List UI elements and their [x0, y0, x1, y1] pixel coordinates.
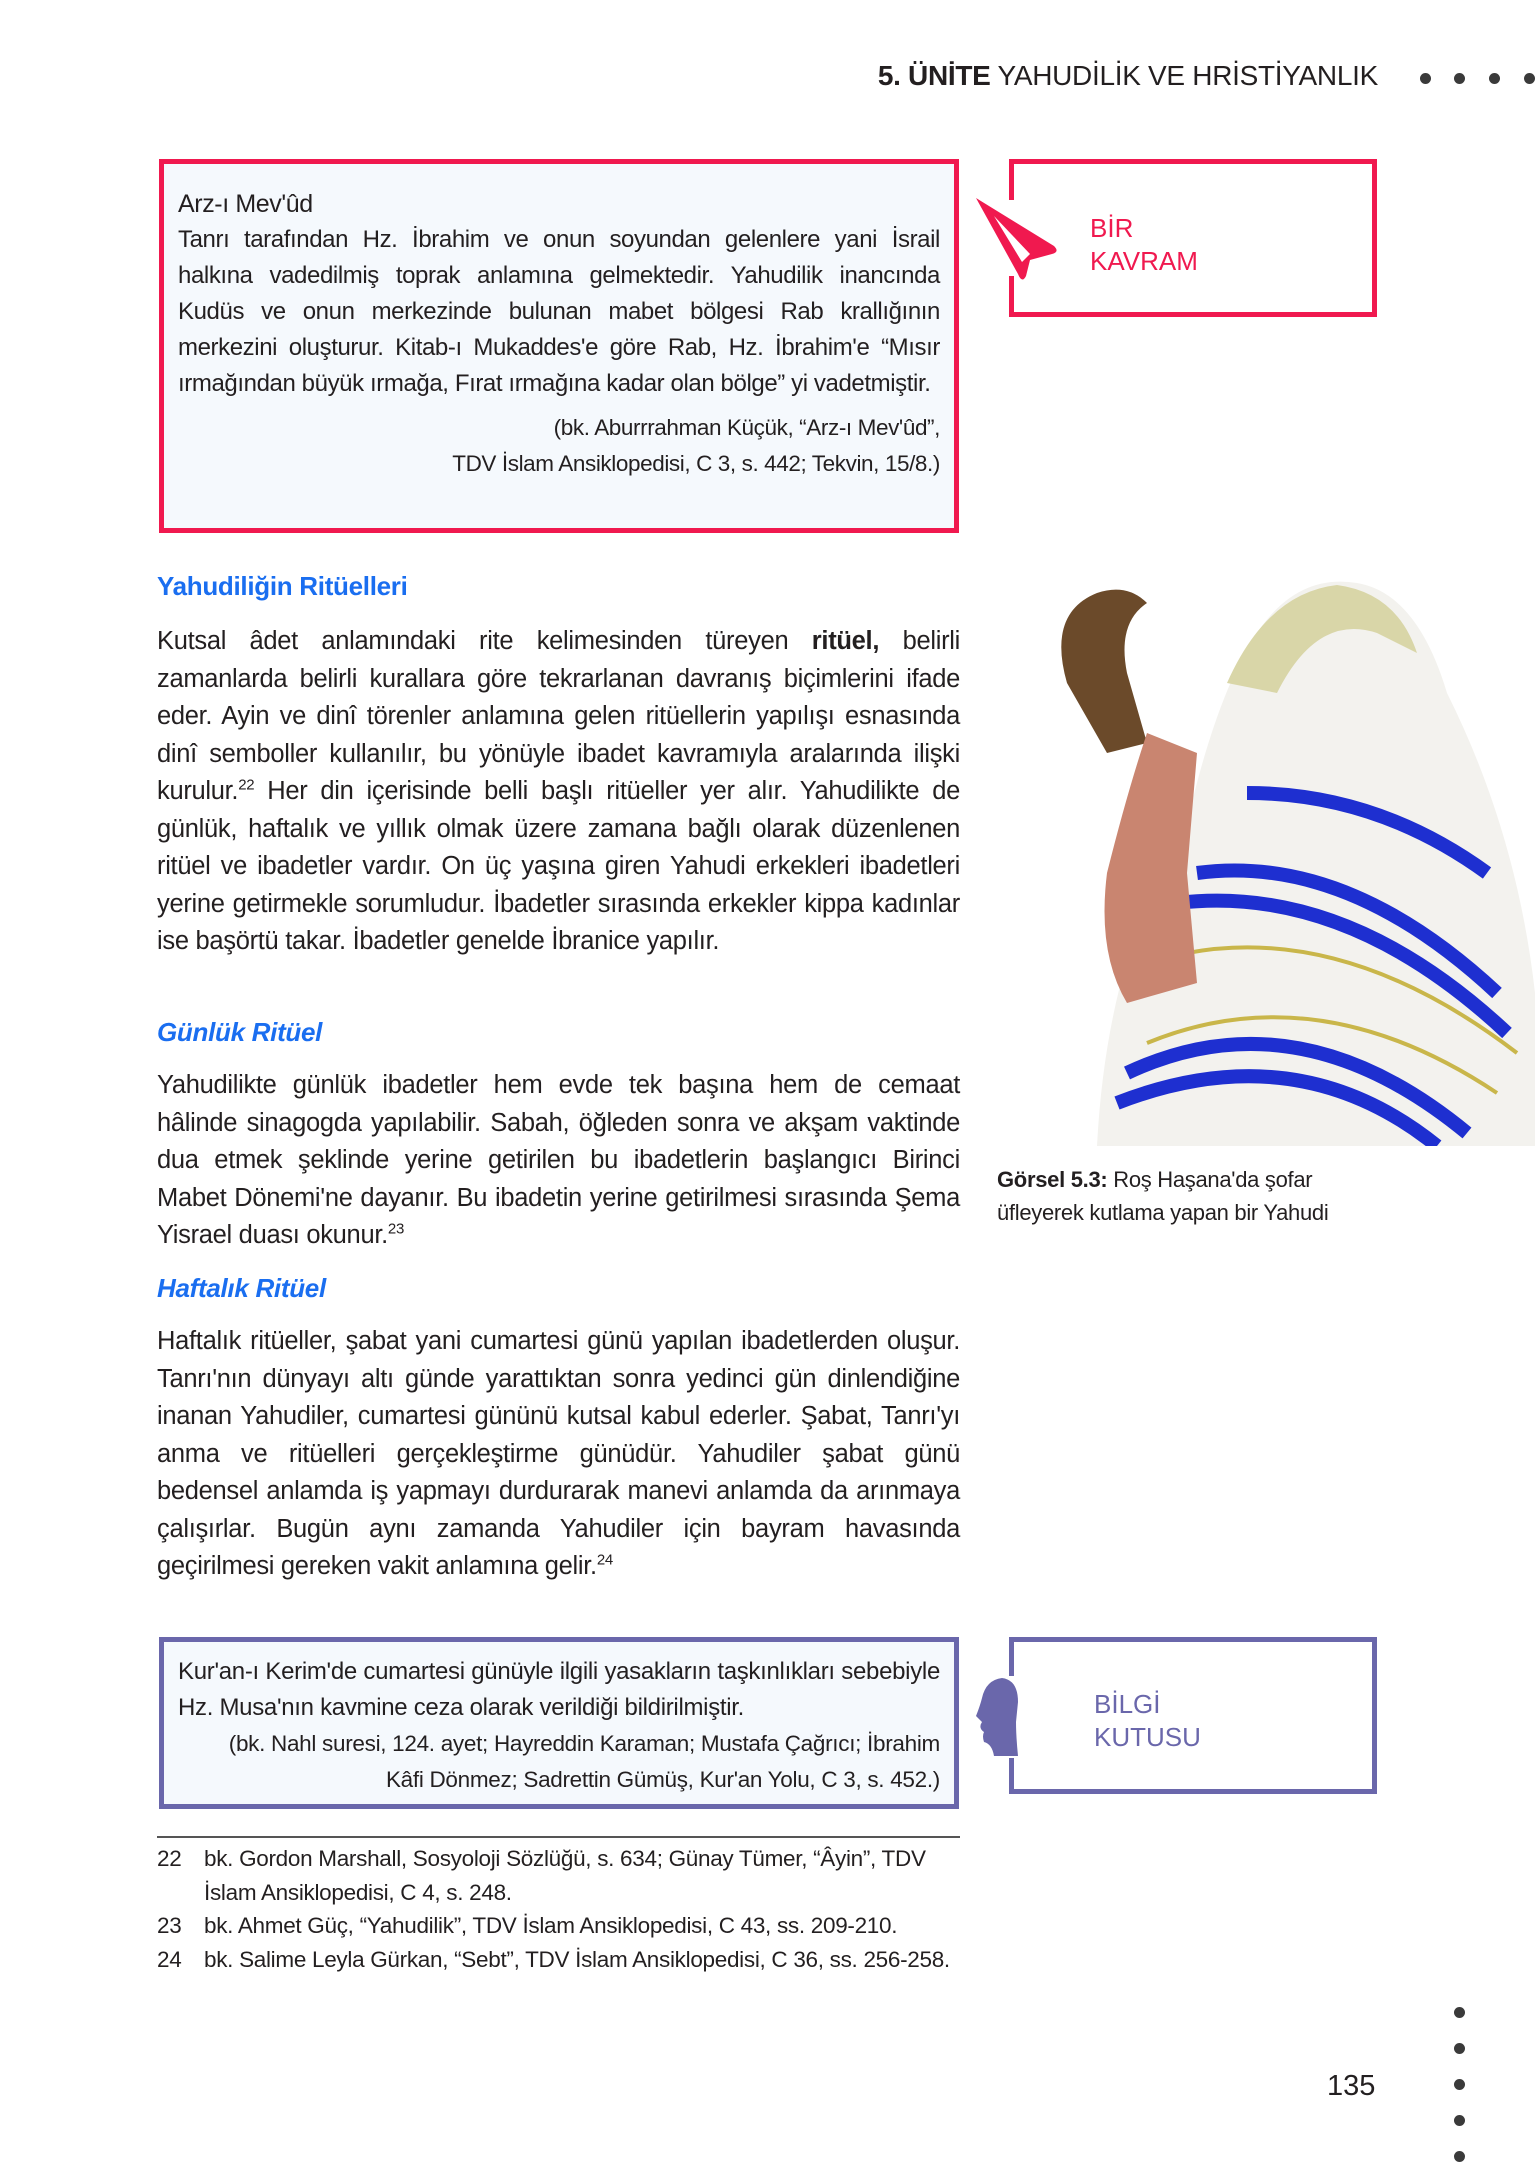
dot [1454, 2079, 1465, 2090]
concept-source-2: TDV İslam Ansiklopedisi, C 3, s. 442; Tekvin, 15/8.) [452, 451, 940, 476]
dot [1420, 73, 1431, 84]
daily-text: Yahudilikte günlük ibadetler hem evde tek başına hem de cemaat hâlinde sinagogda yapılabilir. Sabah, öğleden sonra ve akşam vaktinde dua etmek şeklinde yerine getirilen bu ibadetlerin başlangıcı Birinci Mabet Dönemi'ne dayanır. Bu ibadetin yerine getirilmesi sırasında Şema Yisrael duası okunur. [157, 1071, 960, 1249]
caption-1: Roş Haşana'da şofar [1113, 1167, 1313, 1192]
dot [1454, 73, 1465, 84]
p1-bold-term: ritüel, [811, 627, 880, 655]
footnote [157, 1909, 960, 1943]
unit-title: YAHUDİLİK VE HRİSTİYANLIK [997, 60, 1378, 91]
info-body: Kur'an-ı Kerim'de cumartesi günüyle ilgili yasakların taşkınlıkları sebebiyle Hz. Musa'nın kavmine ceza olarak verildiği bildirilmiştir. [178, 1658, 940, 1721]
weekly-text: Haftalık ritüeller, şabat yani cumartesi günü yapılan ibadetlerden oluşur. Tanrı'nın dünyayı altı günde yarattıktan sonra yedinci gün dinlendiğine inanan Yahudiler, cumartesi gününü kutsal kabul ederler. Şabat, Tanrı'yı anma ve ritüelleri gerçekleştirme günüdür. Yahudiler şabat günü bedensel anlamda iş yapmayı durdurarak manevi anlamda da arınmaya çalışırlar. Bugün aynı zamanda Yahudiler için bayram havasında geçirilmesi gereken vakit anlamına gelir. [157, 1327, 960, 1580]
footnote [157, 1943, 960, 1977]
info-source-1: (bk. Nahl suresi, 124. ayet; Hayreddin Karaman; Mustafa Çağrıcı; İbrahim [228, 1731, 940, 1756]
daily-heading: Günlük Ritüel [157, 1017, 323, 1047]
footnote-ref[interactable]: 22 [238, 776, 255, 794]
label-line-2: KUTUSU [1094, 1722, 1201, 1752]
dot [1454, 2007, 1465, 2018]
footnote-text: bk. Salime Leyla Gürkan, “Sebt”, TDV İslam Ansiklopedisi, C 36, ss. 256-258. [204, 1946, 950, 1972]
p1-c: Her din içerisinde belli başlı ritüeller yer alır. Yahudilikte de günlük, haftalık ve yıllık olmak üzere zamana bağlı olarak düzenlenen ritüel ve ibadetler vardır. On üç yaşına giren Yahudi erkekleri ibadetleri yerine getirmekle sorumludur. İbadetler sırasında erkekler kippa kadınlar ise başörtü takar. İbadetler genelde İbranice yapılır. [157, 777, 960, 955]
dot [1454, 2151, 1465, 2162]
unit-label: 5. ÜNİTE [877, 60, 991, 91]
concept-box [159, 159, 959, 533]
footnote-text: bk. Ahmet Güç, “Yahudilik”, TDV İslam Ansiklopedisi, C 43, ss. 209-210. [204, 1913, 898, 1938]
footnote-text: bk. Gordon Marshall, Sosyoloji Sözlüğü, s. 634; Günay Tümer, “Âyin”, TDV İslam Ansiklopedisi, C 4, s. 248. [204, 1846, 926, 1905]
concept-body: Tanrı tarafından Hz. İbrahim ve onun soyundan gelenlere yani İsrail halkına vadedilmiş toprak anlamına gelmektedir. Yahudilik inancında Kudüs ve onun merkezinde bulunan mabet bölgesi Rab krallığının merkezini oluşturur. Kitab-ı Mukaddes'e göre Rab, Hz. İbrahim'e “Mısır ırmağından büyük ırmağa, Fırat ırmağına kadar olan bölge” yi vadetmiştir. [178, 226, 940, 397]
info-source-2: Kâfi Dönmez; Sadrettin Gümüş, Kur'an Yolu, C 3, s. 452.) [385, 1767, 940, 1792]
bilgi-kutusu-label [1009, 1637, 1377, 1794]
figure-label: Görsel 5.3: [997, 1167, 1108, 1192]
label-line-1: BİR [1090, 213, 1134, 243]
caption-2: üfleyerek kutlama yapan bir Yahudi [997, 1200, 1329, 1225]
footnotes [157, 1842, 960, 1976]
dot [1489, 73, 1500, 84]
footnote-ref[interactable]: 23 [387, 1220, 404, 1238]
footnote-number: 22 [157, 1846, 182, 1871]
label-line-2: KAVRAM [1090, 246, 1198, 276]
info-box [159, 1637, 959, 1809]
dot [1454, 2115, 1465, 2126]
concept-source-1: (bk. Aburrrahman Küçük, “Arz-ı Mev'ûd”, [553, 415, 940, 440]
rituals-paragraph [157, 623, 960, 961]
footnote-number: 24 [157, 1946, 182, 1972]
figure-caption [997, 1163, 1328, 1229]
dot [1524, 73, 1535, 84]
section-heading: Yahudiliğin Ritüelleri [157, 571, 408, 601]
footnote [157, 1842, 960, 1909]
head-silhouette-icon [976, 1676, 1020, 1758]
dot [1454, 2043, 1465, 2054]
daily-paragraph [157, 1067, 960, 1255]
p1-a: Kutsal âdet anlamındaki rite kelimesinden türeyen [157, 627, 812, 655]
paper-plane-icon [972, 190, 1068, 286]
weekly-heading: Haftalık Ritüel [157, 1273, 326, 1303]
label-line-1: BİLGİ [1094, 1689, 1161, 1719]
footnote-ref[interactable]: 24 [596, 1551, 613, 1569]
concept-title: Arz-ı Mev'ûd [178, 190, 313, 218]
running-header [878, 60, 1378, 92]
p1-b: belirli zamanlarda belirli kurallara göre tekrarlanan davranış biçimlerini ifade eder. Ayin ve dinî törenler anlamına gelen ritüellerin yapılışı esnasında dinî semboller kullanılır, bu yönüyle ibadet kavramıyla aralarında ilişki kurulur. [157, 627, 960, 805]
footnote-number: 23 [157, 1913, 182, 1938]
shofar-photo [997, 573, 1535, 1146]
page-number: 135 [1327, 2070, 1376, 2102]
footnote-divider [157, 1836, 960, 1838]
weekly-paragraph [157, 1323, 960, 1586]
